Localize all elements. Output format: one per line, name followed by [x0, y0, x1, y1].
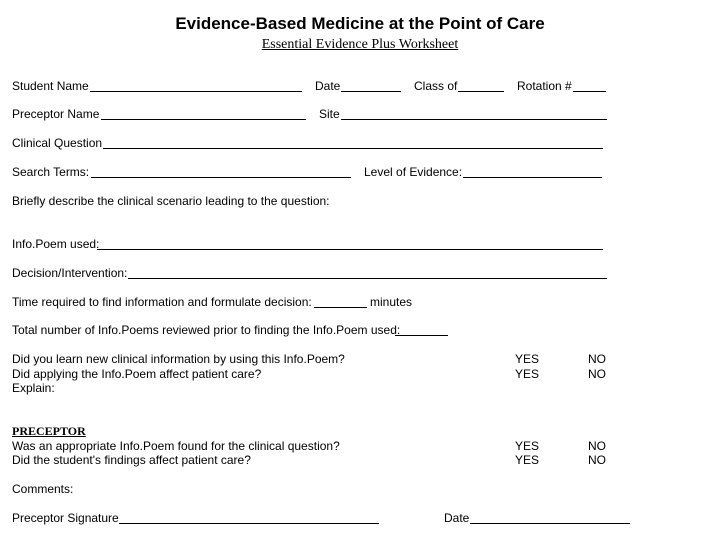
search-terms-label: Search Terms:: [12, 165, 90, 179]
preceptor-q1-no[interactable]: NO: [588, 439, 606, 453]
time-required-label: Time required to find information and formulate decision:: [12, 295, 312, 309]
signature-label: Preceptor Signature: [12, 511, 119, 525]
minutes-label: minutes: [370, 295, 413, 309]
student-q2-yes[interactable]: YES: [515, 367, 540, 381]
rotation-label: Rotation #: [517, 79, 572, 93]
signature-field[interactable]: [119, 523, 379, 524]
page-title: Evidence-Based Medicine at the Point of Care: [175, 14, 545, 33]
preceptor-question-2: Did the student's findings affect patient care?: [12, 453, 251, 467]
student-q1-yes[interactable]: YES: [515, 352, 540, 366]
total-infopoems-field[interactable]: [395, 335, 448, 336]
preceptor-question-1: Was an appropriate Info.Poem found for the clinical question?: [12, 439, 340, 453]
site-label: Site: [319, 107, 340, 121]
infopoem-used-field[interactable]: [97, 249, 603, 250]
decision-field[interactable]: [128, 278, 607, 279]
clinical-question-label: Clinical Question: [12, 136, 103, 150]
preceptor-q1-yes[interactable]: YES: [515, 439, 540, 453]
time-required-field[interactable]: [314, 307, 367, 308]
level-of-evidence-label: Level of Evidence:: [364, 165, 463, 179]
student-q2-no[interactable]: NO: [588, 367, 606, 381]
student-name-field[interactable]: [90, 91, 302, 92]
total-infopoems-label: Total number of Info.Poems reviewed prior to finding the Info.Poem used:: [12, 323, 401, 337]
preceptor-q2-no[interactable]: NO: [588, 453, 606, 467]
footer-date-field[interactable]: [470, 523, 630, 524]
student-question-1: Did you learn new clinical information by using this Info.Poem?: [12, 352, 345, 366]
explain-label: Explain:: [12, 381, 55, 395]
infopoem-used-label: Info.Poem used:: [12, 237, 100, 251]
site-field[interactable]: [341, 119, 607, 120]
level-of-evidence-field[interactable]: [463, 177, 602, 178]
student-question-2: Did applying the Info.Poem affect patient care?: [12, 367, 262, 381]
comments-label: Comments:: [12, 482, 74, 496]
preceptor-name-field[interactable]: [101, 119, 306, 120]
class-of-field[interactable]: [458, 91, 504, 92]
rotation-field[interactable]: [573, 91, 606, 92]
date-label: Date: [315, 79, 341, 93]
search-terms-field[interactable]: [91, 177, 351, 178]
decision-label: Decision/Intervention:: [12, 266, 128, 280]
student-q1-no[interactable]: NO: [588, 352, 606, 366]
preceptor-name-label: Preceptor Name: [12, 107, 100, 121]
class-of-label: Class of: [414, 79, 458, 93]
clinical-question-field[interactable]: [103, 148, 603, 149]
page-subtitle: Essential Evidence Plus Worksheet: [261, 37, 459, 52]
preceptor-heading: PRECEPTOR: [12, 424, 86, 438]
preceptor-q2-yes[interactable]: YES: [515, 453, 540, 467]
footer-date-label: Date: [444, 511, 470, 525]
date-field[interactable]: [341, 91, 401, 92]
student-name-label: Student Name: [12, 79, 89, 93]
scenario-prompt: Briefly describe the clinical scenario leading to the question:: [12, 194, 330, 208]
